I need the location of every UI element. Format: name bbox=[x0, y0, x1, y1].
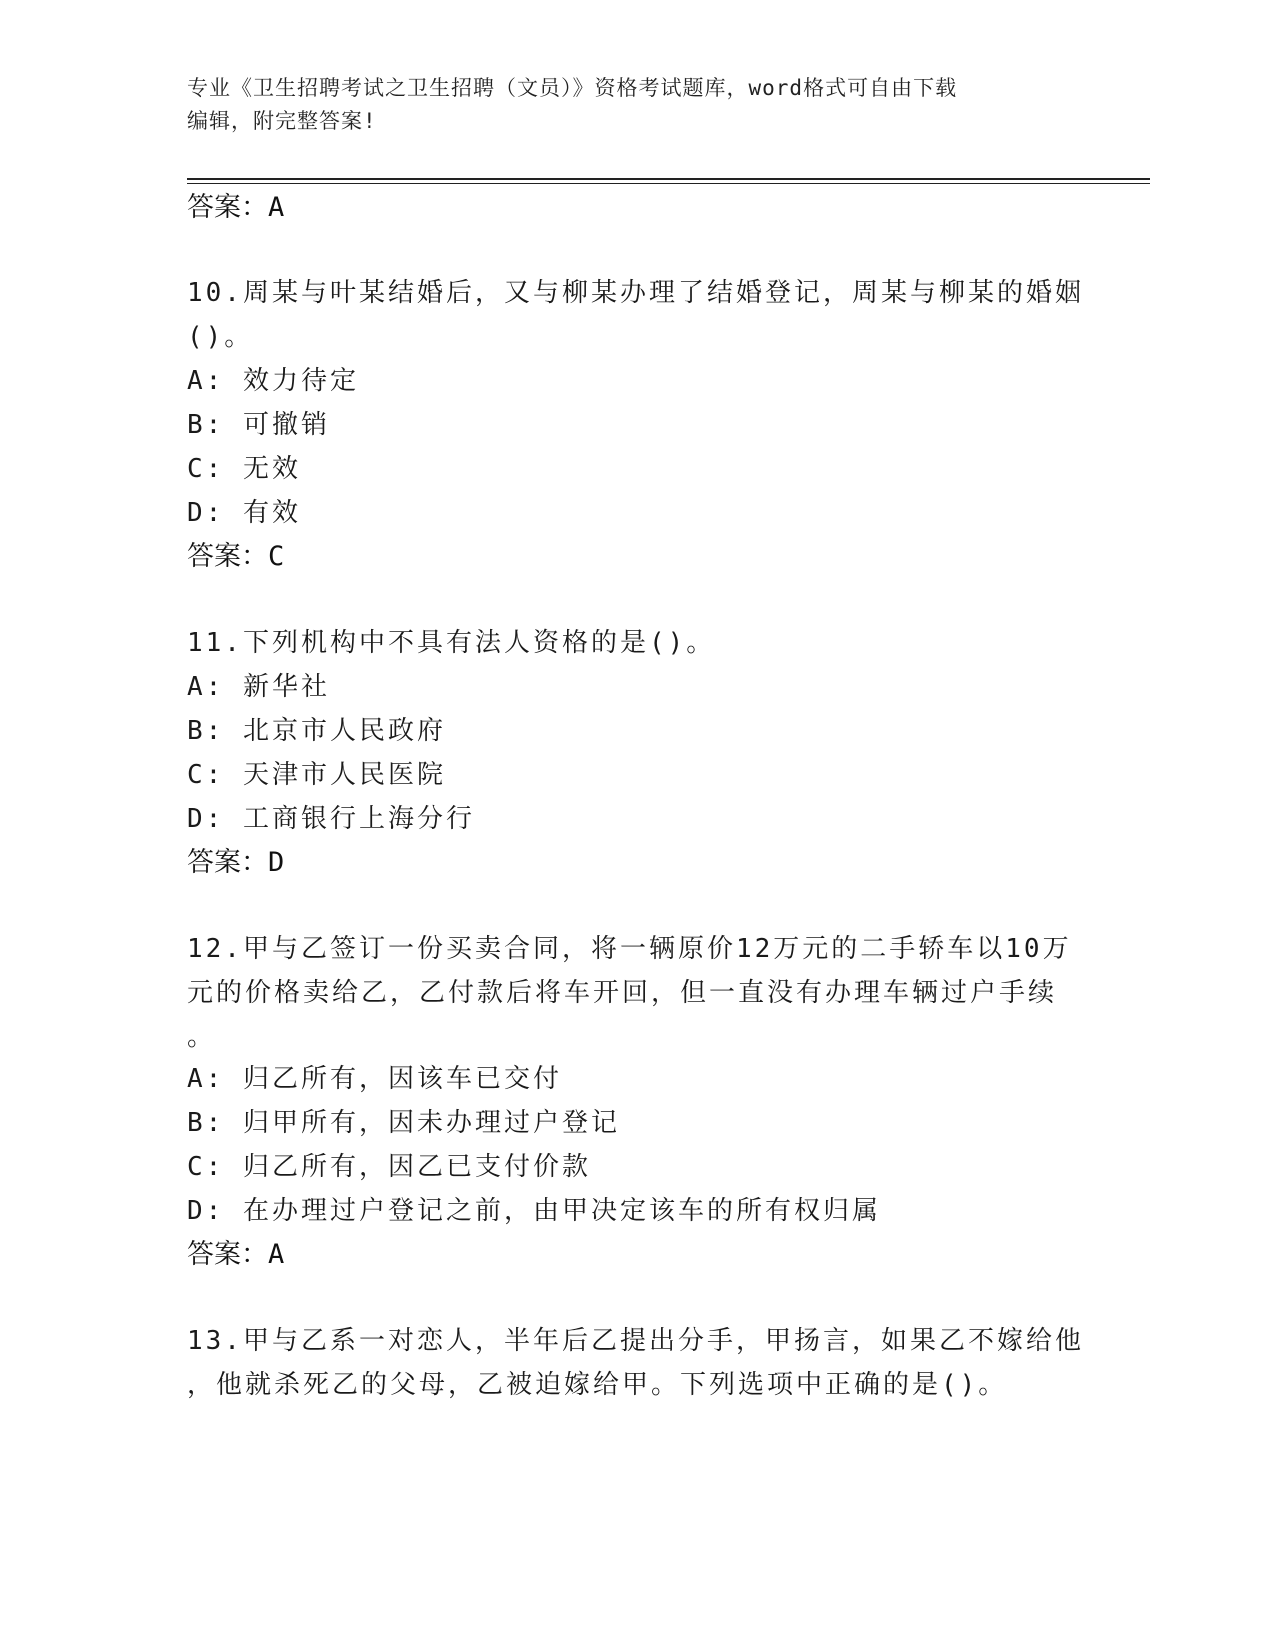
q12-answer bbox=[187, 1232, 284, 1271]
q11-option-c: C: 天津市人民医院 bbox=[187, 760, 446, 790]
q10-answer bbox=[187, 534, 284, 573]
header-line-2: 编辑，附完整答案! bbox=[187, 109, 377, 133]
q12-option-c: C: 归乙所有，因乙已支付价款 bbox=[187, 1152, 591, 1182]
answer-label: 答案： bbox=[187, 847, 268, 878]
q10-option-c: C: 无效 bbox=[187, 454, 301, 484]
answer-value: A bbox=[268, 1239, 285, 1270]
q11-option-a: A: 新华社 bbox=[187, 672, 330, 702]
q12-stem-line-2: 元的价格卖给乙，乙付款后将车开回，但一直没有办理车辆过户手续 bbox=[187, 978, 1058, 1008]
q13-stem-line-2: ，他就杀死乙的父母，乙被迫嫁给甲。下列选项中正确的是()。 bbox=[187, 1370, 1008, 1400]
q10-option-b: B: 可撤销 bbox=[187, 410, 330, 440]
q12-option-b: B: 归甲所有，因未办理过户登记 bbox=[187, 1108, 620, 1138]
q11-stem-line-1: 11.下列机构中不具有法人资格的是()。 bbox=[187, 628, 716, 658]
q10-stem-line-1: 10.周某与叶某结婚后，又与柳某办理了结婚登记，周某与柳某的婚姻 bbox=[187, 278, 1084, 308]
q10-stem-line-2: ()。 bbox=[187, 322, 254, 352]
q12-stem-line-3: 。 bbox=[187, 1022, 217, 1052]
answer-value: C bbox=[268, 541, 285, 572]
answer-label: 答案： bbox=[187, 192, 268, 223]
document-header bbox=[187, 72, 1067, 138]
header-divider-thick bbox=[187, 178, 1150, 180]
q10-option-d: D: 有效 bbox=[187, 498, 301, 528]
q11-option-b: B: 北京市人民政府 bbox=[187, 716, 446, 746]
answer-label: 答案： bbox=[187, 541, 268, 572]
q11-answer bbox=[187, 840, 284, 879]
answer-value: D bbox=[268, 847, 285, 878]
header-divider-thin bbox=[187, 183, 1150, 184]
q12-option-a: A: 归乙所有，因该车已交付 bbox=[187, 1064, 562, 1094]
q12-stem-line-1: 12.甲与乙签订一份买卖合同，将一辆原价12万元的二手轿车以10万 bbox=[187, 934, 1072, 964]
q11-option-d: D: 工商银行上海分行 bbox=[187, 804, 475, 834]
q10-option-a: A: 效力待定 bbox=[187, 366, 359, 396]
q9-answer bbox=[187, 185, 284, 224]
q13-stem-line-1: 13.甲与乙系一对恋人，半年后乙提出分手，甲扬言，如果乙不嫁给他 bbox=[187, 1326, 1084, 1356]
header-line-1: 专业《卫生招聘考试之卫生招聘（文员）》资格考试题库，word格式可自由下载 bbox=[187, 76, 958, 100]
q12-option-d: D: 在办理过户登记之前，由甲决定该车的所有权归属 bbox=[187, 1196, 881, 1226]
answer-label: 答案： bbox=[187, 1239, 268, 1270]
answer-value: A bbox=[268, 192, 285, 223]
